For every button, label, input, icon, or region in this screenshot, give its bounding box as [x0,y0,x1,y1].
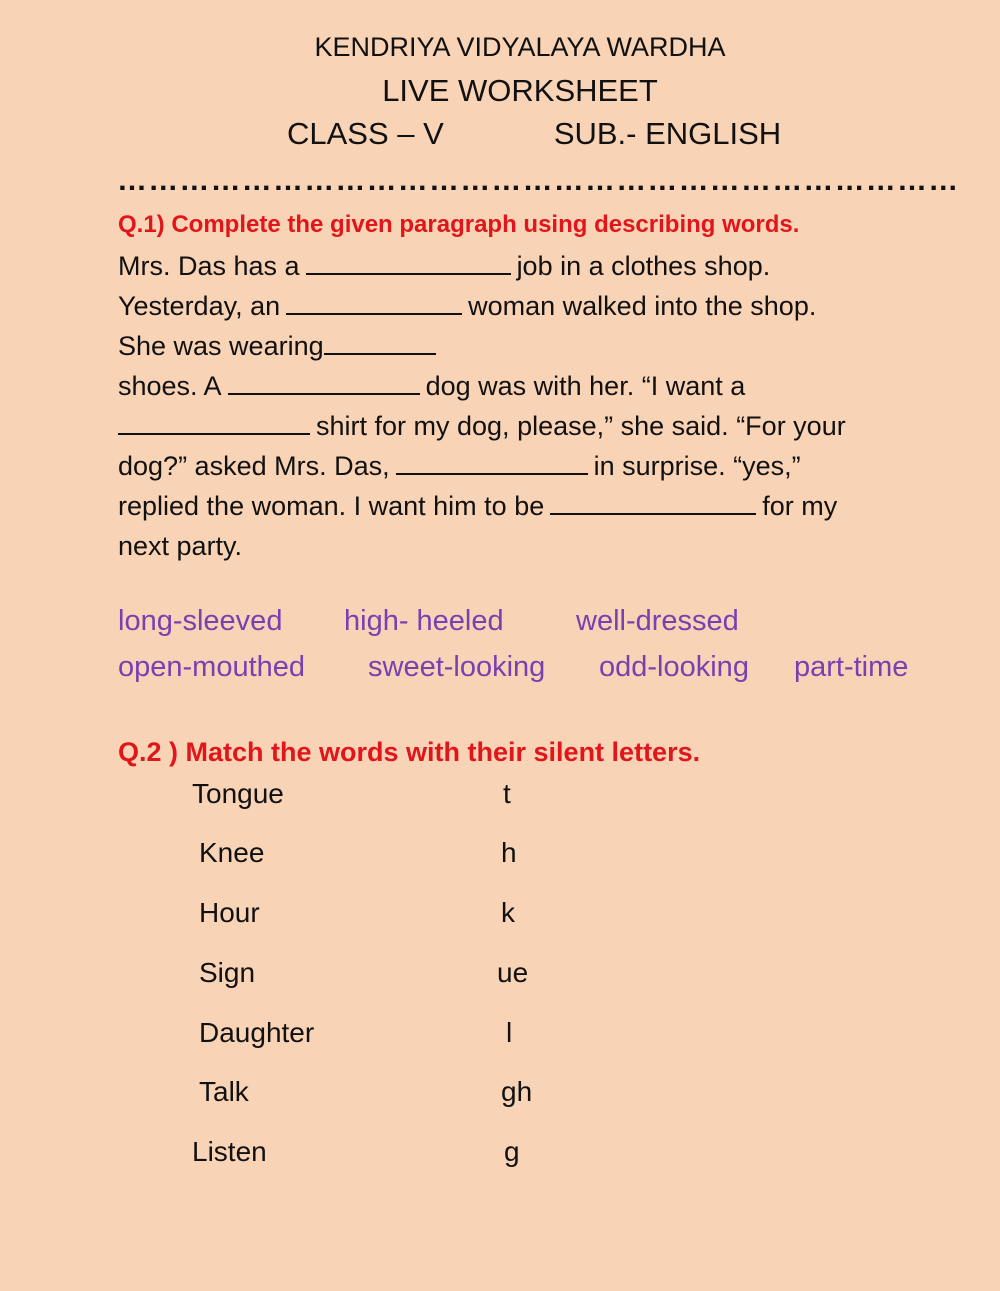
paragraph-line: She was wearing [118,326,948,366]
match-word[interactable]: Listen [192,1136,267,1167]
subject-label: SUB.- ENGLISH [553,116,782,151]
paragraph-line: shoes. A dog was with her. “I want a [118,371,746,401]
paragraph-line: Yesterday, an woman walked into the shop. [118,291,817,321]
option-word: long-sleeved [118,605,283,637]
silent-letter[interactable]: ue [497,957,529,988]
paragraph-line: dog?” asked Mrs. Das, in surprise. “yes,” [118,451,801,481]
blank-input[interactable] [228,371,420,395]
option-word: odd-looking [599,651,749,683]
paragraph-line: next party. [118,531,243,561]
blank-input[interactable] [324,331,436,355]
silent-letter[interactable]: gh [501,1076,533,1107]
paragraph-line: replied the woman. I want him to be for my [118,491,838,521]
class-subject-row [287,116,781,152]
match-word[interactable]: Talk [199,1076,249,1107]
paragraph-line: Mrs. Das has a job in a clothes shop. [118,251,771,281]
silent-letter[interactable]: l [506,1017,513,1048]
class-label: CLASS – V [287,116,444,151]
silent-letter[interactable]: k [501,897,515,928]
blank-input[interactable] [306,251,511,275]
dotted-divider: ……………………………………………………………………… [117,164,960,197]
blank-input[interactable] [550,491,756,515]
blank-input[interactable] [396,451,588,475]
option-word: high- heeled [344,605,504,637]
silent-letter[interactable]: t [503,778,511,809]
silent-letter[interactable]: g [504,1136,520,1167]
match-word[interactable]: Hour [199,897,260,928]
q2-heading: Q.2 ) Match the words with their silent letters. [118,737,701,767]
option-word: open-mouthed [118,651,306,683]
match-word[interactable]: Knee [199,837,265,868]
blank-input[interactable] [118,411,310,435]
q1-heading: Q.1) Complete the given paragraph using describing words. [118,211,800,238]
school-name: KENDRIYA VIDYALAYA WARDHA [314,32,726,62]
paragraph-line: shirt for my dog, please,” she said. “For your [118,406,948,446]
option-word: part-time [794,651,909,683]
worksheet-title: LIVE WORKSHEET [382,73,658,108]
option-word: well-dressed [576,605,739,637]
q1-paragraph [118,246,948,566]
blank-input[interactable] [286,291,462,315]
option-word: sweet-looking [368,651,546,683]
match-word[interactable]: Tongue [192,778,284,809]
match-word[interactable]: Daughter [199,1017,315,1048]
match-word[interactable]: Sign [199,957,256,988]
silent-letter[interactable]: h [501,837,517,868]
